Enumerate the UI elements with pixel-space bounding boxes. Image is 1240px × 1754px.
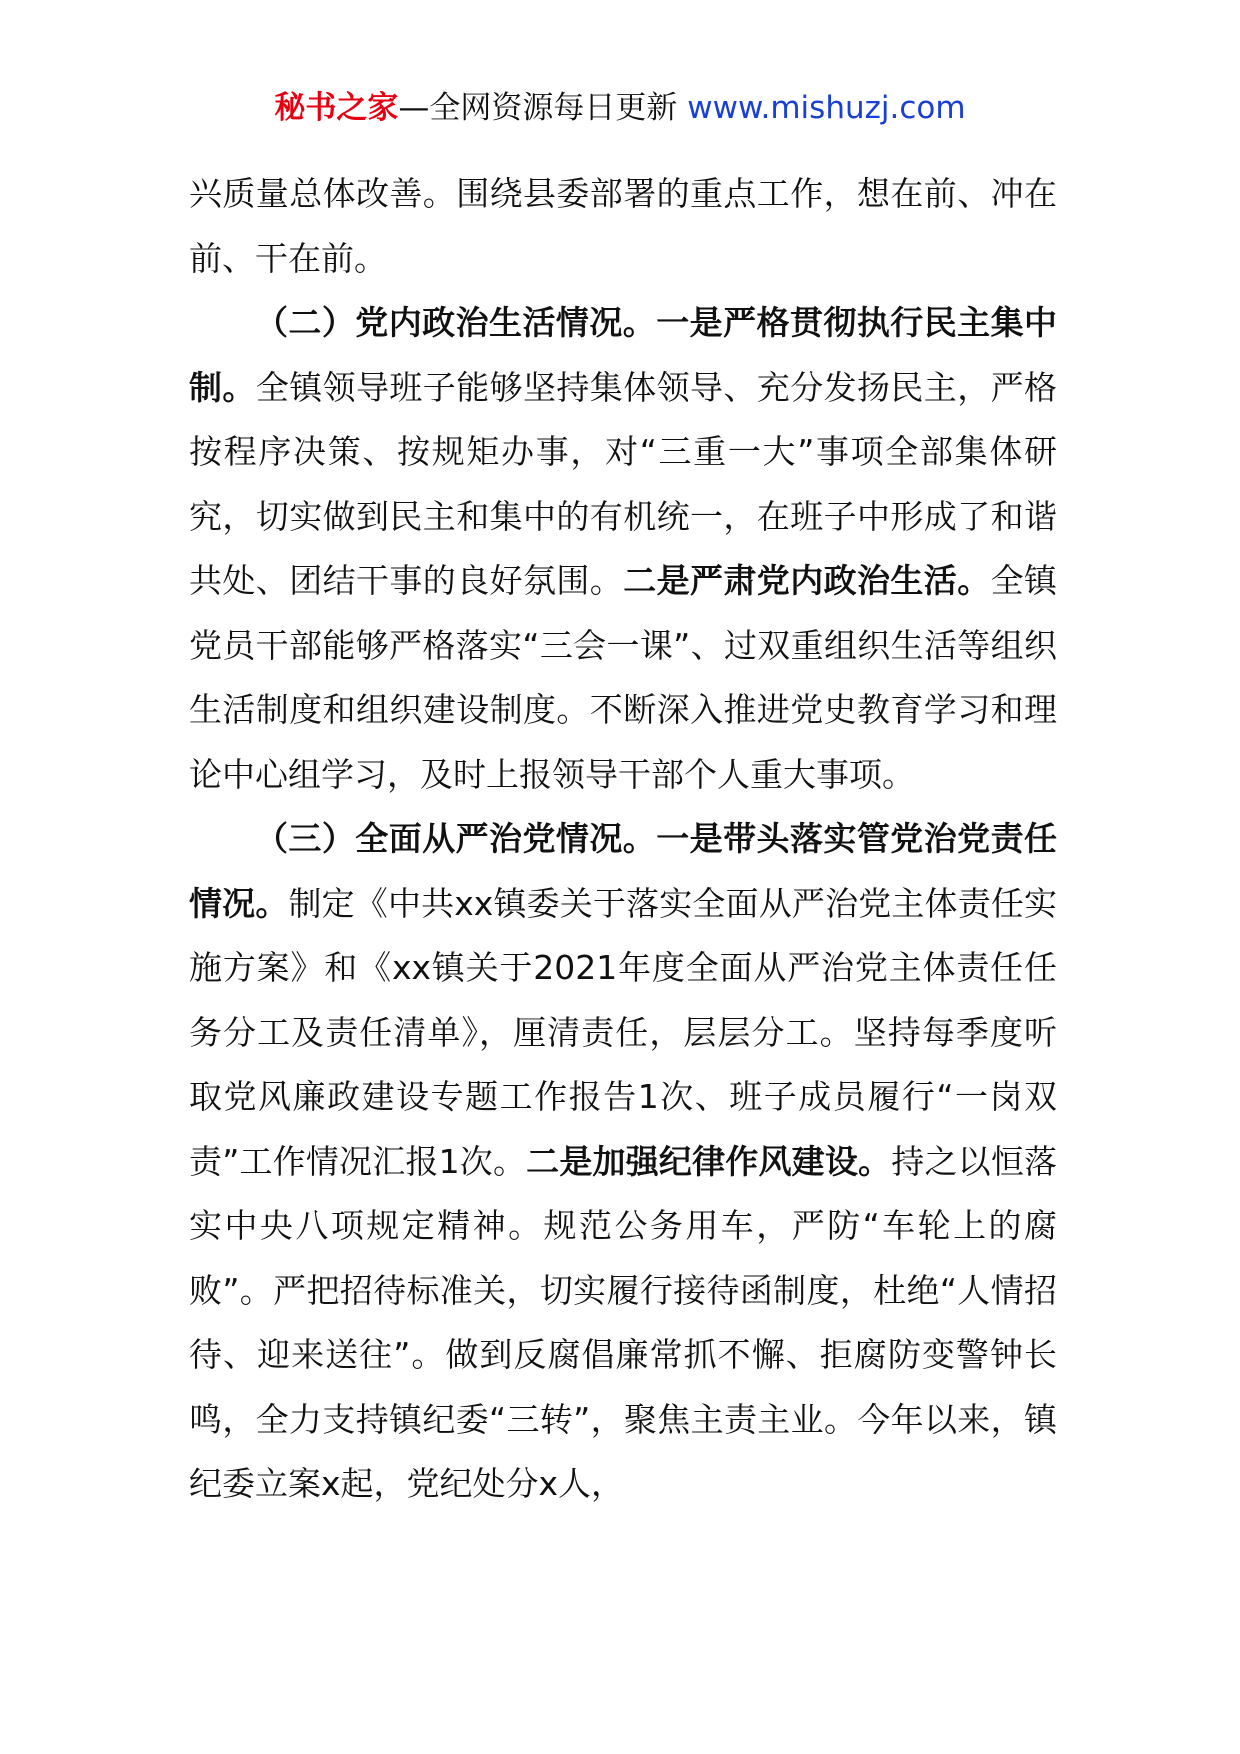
document-body [189, 162, 1057, 1517]
point-text: 全镇领导班子能够坚持集体领导、充分发扬民主，严格按程序决策、按规矩办事，对“三重一大”事项全部集体研究，切实做到民主和集中的有机统一，在班子中形成了和谐共处、团结干事的良好氛围。 [189, 367, 1058, 600]
paragraph-party-political-life [189, 291, 1057, 807]
paragraph-intro [189, 162, 1057, 291]
section-heading-2: （二）党内政治生活情况。 [255, 303, 657, 342]
page-header [0, 86, 1240, 130]
paragraph-strict-party-governance [189, 807, 1057, 1517]
header-brand: 秘书之家 [274, 90, 399, 126]
header-slogan: —全网资源每日更新 [398, 90, 678, 126]
point-title: 二是严肃党内政治生活。 [623, 561, 991, 600]
paragraph-intro-text: 兴质量总体改善。围绕县委部署的重点工作，想在前、冲在前、干在前。 [189, 174, 1057, 278]
point-text: 全镇党员干部能够严格落实“三会一课”、过双重组织生活等组织生活制度和组织建设制度。不断深入推进党史教育学习和理论中心组学习，及时上报领导干部个人重大事项。 [189, 561, 1058, 794]
point-text: 持之以恒落实中央八项规定精神。规范公务用车，严防“车轮上的腐败”。严把招待标准关，切实履行接待函制度，杜绝“人情招待、迎来送往”。做到反腐倡廉常抓不懈、拒腐防变警钟长鸣，全力支持镇纪委“三转”，聚焦主责主业。今年以来，镇纪委立案x起，党纪处分x人， [189, 1141, 1058, 1503]
header-url-link[interactable]: www.mishuzj.com [687, 90, 966, 126]
point-text: 制定《中共xx镇委关于落实全面从严治党主体责任实施方案》和《xx镇关于2021年度全面从严治党主体责任任务分工及责任清单》，厘清责任，层层分工。坚持每季度听取党风廉政建设专题工作报告1次、班子成员履行“一岗双责”工作情况汇报1次。 [189, 883, 1058, 1181]
point-title: 一是严格贯彻执行民主集中制。 [189, 303, 1058, 407]
point-title: 二是加强纪律作风建设。 [526, 1141, 892, 1181]
section-heading-3: （三）全面从严治党情况。 [255, 819, 657, 858]
point-title: 一是带头落实管党治党责任情况。 [189, 819, 1058, 923]
